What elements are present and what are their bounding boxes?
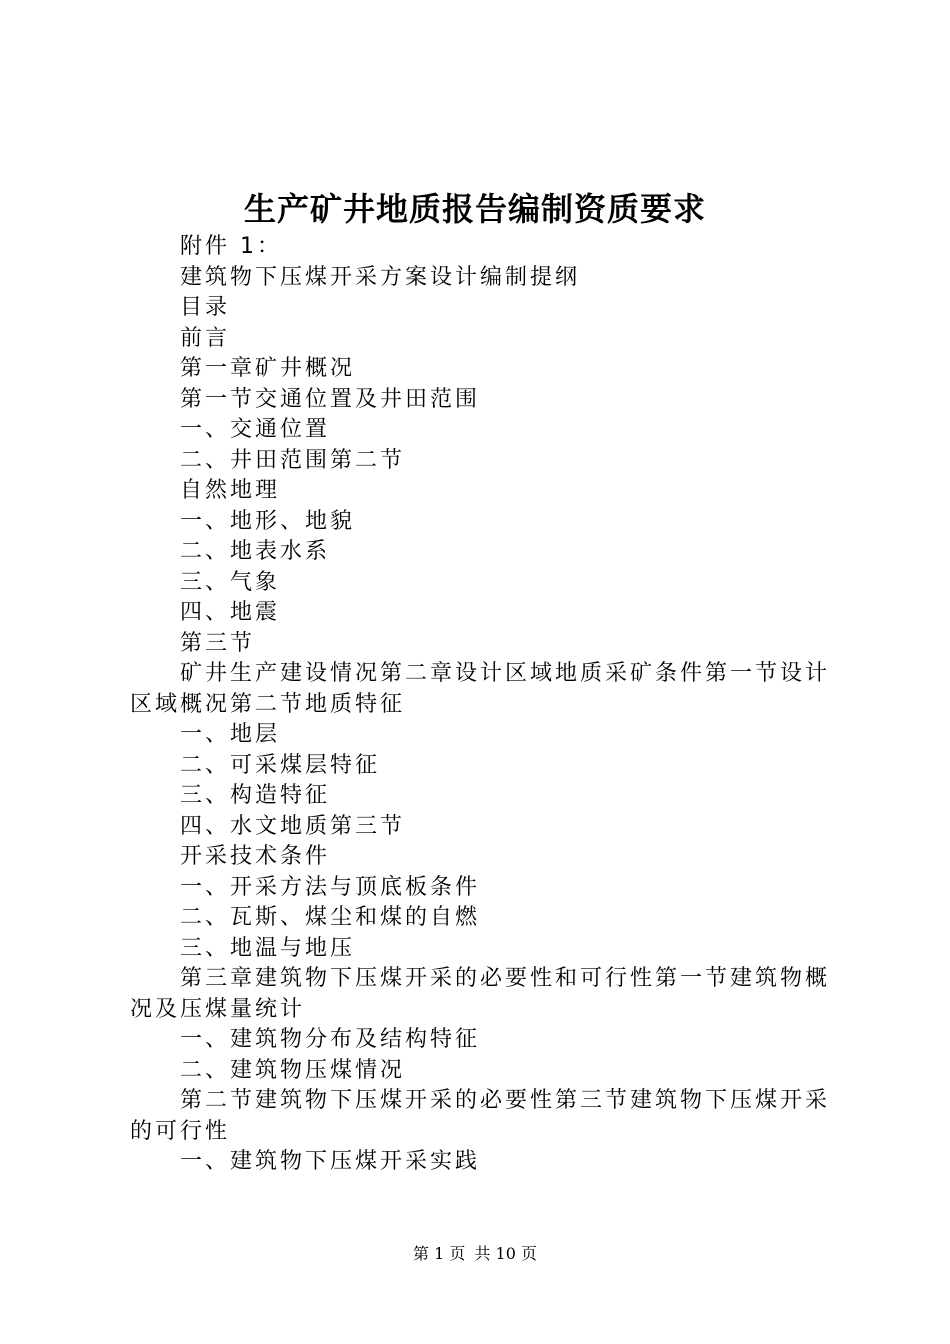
body-line: 四、地震 <box>180 600 281 625</box>
body-line: 前言 <box>180 325 231 351</box>
body-line: 一、建筑物下压煤开采实践 <box>180 1149 481 1174</box>
document-body <box>130 232 838 1178</box>
body-paragraph: 第二节建筑物下压煤开采的必要性第三节建筑物下压煤开采的可行性 <box>130 1088 831 1144</box>
body-line: 三、构造特征 <box>180 783 331 808</box>
body-line: 二、地表水系 <box>180 539 331 564</box>
body-line: 二、可采煤层特征 <box>180 752 381 778</box>
body-line: 第一节交通位置及井田范围 <box>180 386 481 412</box>
body-line: 自然地理 <box>180 478 281 503</box>
body-line: 目录 <box>180 295 231 320</box>
body-line: 一、地层 <box>180 722 281 747</box>
body-line: 三、气象 <box>180 569 281 595</box>
body-line: 建筑物下压煤开采方案设计编制提纲 <box>180 264 581 290</box>
body-line: 四、水文地质第三节 <box>180 813 406 839</box>
body-line: 一、交通位置 <box>180 417 331 442</box>
body-paragraph: 第三章建筑物下压煤开采的必要性和可行性第一节建筑物概况及压煤量统计 <box>130 966 831 1022</box>
body-line: 一、建筑物分布及结构特征 <box>180 1027 481 1052</box>
page-total: 共 10 页 <box>474 1244 537 1263</box>
body-line: 一、地形、地貌 <box>180 508 356 534</box>
body-line: 三、地温与地压 <box>180 935 356 961</box>
document-title: 生产矿井地质报告编制资质要求 <box>243 190 706 228</box>
page-footer <box>0 1242 950 1266</box>
body-line: 二、建筑物压煤情况 <box>180 1057 406 1083</box>
body-line: 第三节 <box>180 630 256 656</box>
body-line: 附件 1： <box>180 234 282 259</box>
body-line: 第一章矿井概况 <box>180 356 356 381</box>
page-number: 第 1 页 <box>413 1244 466 1263</box>
body-line: 二、瓦斯、煤尘和煤的自燃 <box>180 905 481 930</box>
body-line: 二、井田范围第二节 <box>180 447 406 473</box>
body-paragraph: 矿井生产建设情况第二章设计区域地质采矿条件第一节设计区域概况第二节地质特征 <box>130 661 831 717</box>
body-line: 开采技术条件 <box>180 844 331 869</box>
body-line: 一、开采方法与顶底板条件 <box>180 874 481 900</box>
